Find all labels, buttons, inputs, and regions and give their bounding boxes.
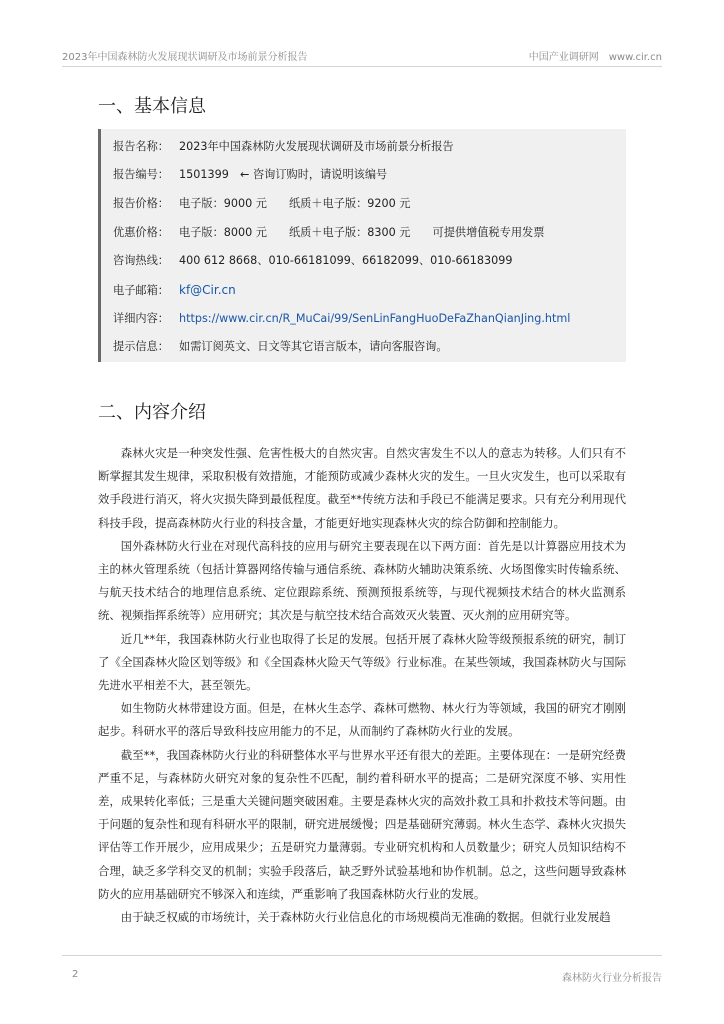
- info-label: 详细内容：: [113, 312, 169, 325]
- basic-info-box: [98, 129, 626, 362]
- info-label: 咨询热线：: [113, 254, 169, 267]
- info-value: 如需订阅英文、日文等其它语言版本，请向客服咨询。: [179, 340, 448, 353]
- info-value-print: 纸质＋电子版：8300 元: [288, 226, 411, 239]
- page-header: [62, 44, 662, 66]
- header-site: 中国产业调研网 www.cir.cn: [528, 52, 662, 63]
- info-row-email: [113, 279, 236, 301]
- info-row-notice: [113, 336, 448, 358]
- page-number: 2: [72, 969, 79, 980]
- info-row-price: [113, 193, 411, 215]
- info-row-report-name: [113, 136, 454, 158]
- email-link[interactable]: kf@Cir.cn: [179, 283, 236, 297]
- intro-body: [98, 442, 626, 929]
- info-value-print: 纸质＋电子版：9200 元: [288, 197, 411, 210]
- info-row-hotline: [113, 250, 512, 272]
- info-label: 报告名称：: [113, 140, 169, 153]
- header-divider: [62, 66, 662, 67]
- paragraph: 由于缺乏权威的市场统计，关于森林防火行业信息化的市场规模尚无准确的数据。但就行业发展趋: [120, 910, 611, 925]
- info-label: 报告价格：: [113, 197, 169, 210]
- info-row-detail-url: [113, 308, 570, 330]
- info-value: 2023年中国森林防火发展现状调研及市场前景分析报告: [179, 140, 454, 153]
- info-value-invoice: 可提供增值税专用发票: [432, 226, 545, 239]
- paragraph: 国外森林防火行业在对现代高科技的应用与研究主要表现在以下两方面：首先是以计算器应用技术为主的林火管理系统（包括计算器网络传输与通信系统、森林防火辅助决策系统、火场图像实时传输系统、与航天技术结合的地理信息系统、定位跟踪系统、预测预报系统等，与现代视频技术结合的林火监测系统、视频指挥系统等）应用研究；其次是与航空技术结合高效灭火装置、灭火剂的应用研究等。: [98, 538, 626, 623]
- section-heading-intro: 二、内容介绍: [98, 402, 206, 423]
- paragraph: 森林火灾是一种突发性强、危害性极大的自然灾害。自然灾害发生不以人的意志为转移。人们只有不断掌握其发生规律，采取积极有效措施，才能预防或减少森林火灾的发生。一旦火灾发生，也可以采取有效手段进行消灭，将火灾损失降到最低程度。截至**传统方法和手段已不能满足要求。只有充分利用现代科技手段，提高森林防火行业的科技含量，才能更好地实现森林火灾的综合防御和控制能力。: [98, 446, 626, 530]
- info-value: 电子版：9000 元: [179, 197, 267, 210]
- header-doc-title: 2023年中国森林防火发展现状调研及市场前景分析报告: [62, 52, 308, 63]
- info-label: 提示信息：: [113, 340, 169, 353]
- info-label: 电子邮箱：: [113, 284, 169, 297]
- info-label: 优惠价格：: [113, 226, 169, 239]
- footer-divider: [62, 955, 662, 956]
- info-value: 400 612 8668、010-66181099、66182099、010-66183099: [179, 254, 513, 267]
- paragraph: 如生物防火林带建设方面。但是，在林火生态学、森林可燃物、林火行为等领域，我国的研究才刚刚起步。科研水平的落后导致科技应用能力的不足，从而制约了森林防火行业的发展。: [98, 701, 626, 739]
- info-value: 1501399 ← 咨询订购时，请说明该编号: [179, 168, 388, 181]
- page-footer: [62, 955, 662, 985]
- info-label: 报告编号：: [113, 168, 169, 181]
- detail-url-link[interactable]: https://www.cir.cn/R_MuCai/99/SenLinFangHuoDeFaZhanQianJing.html: [179, 312, 571, 325]
- paragraph: 近几**年，我国森林防火行业也取得了长足的发展。包括开展了森林火险等级预报系统的研究，制订了《全国森林火险区划等级》和《全国森林火险天气等级》行业标准。在某些领域，我国森林防火与国际先进水平相差不大，甚至领先。: [98, 631, 626, 693]
- info-row-report-number: [113, 164, 387, 186]
- paragraph: 截至**，我国森林防火行业的科研整体水平与世界水平还有很大的差距。主要体现在：一是研究经费严重不足，与森林防火研究对象的复杂性不匹配，制约着科研水平的提高；二是研究深度不够、实用性差，成果转化率低；三是重大关键问题突破困难。主要是森林火灾的高效扑救工具和扑救技术等问题。由于问题的复杂性和现有科研水平的限制，研究进展缓慢；四是基础研究薄弱。林火生态学、森林火灾损失评估等工作开展少，应用成果少；五是研究力量薄弱。专业研究机构和人员数量少；研究人员知识结构不合理，缺乏多学科交叉的机制；实验手段落后，缺乏野外试验基地和协作机制。总之，这些问题导致森林防火的应用基础研究不够深入和连续，严重影响了我国森林防火行业的发展。: [98, 747, 626, 901]
- footer-title: 森林防火行业分析报告: [562, 973, 662, 984]
- info-value: 电子版：8000 元: [179, 226, 267, 239]
- section-heading-basic-info: 一、基本信息: [98, 96, 206, 117]
- info-row-discount: [113, 222, 544, 244]
